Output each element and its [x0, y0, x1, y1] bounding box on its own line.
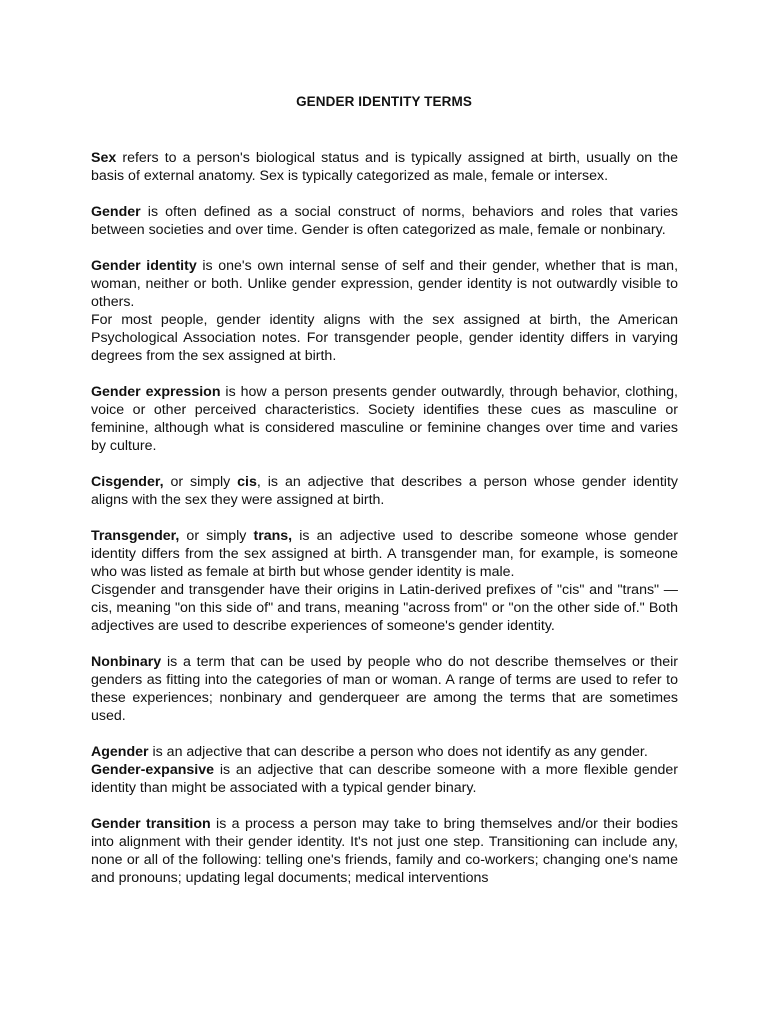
term-gender-transition: Gender transition: [91, 816, 211, 832]
definition-gender: is often defined as a social construct of norms, behaviors and roles that varies between societies and over time. Gender is often categorized as male, female or nonbinary.: [91, 204, 678, 238]
definition-cisgender: , is an adjective that describes a person whose gender identity aligns with the sex they were assigned at birth.: [91, 474, 678, 508]
definition-gender-identity-continued: For most people, gender identity aligns with the sex assigned at birth, the American Psychological Association notes. For transgender people, gender identity differs in varying degrees from the sex assigned at birth.: [91, 312, 678, 364]
term-gender-expression: Gender expression: [91, 384, 221, 400]
paragraph-gender-expression: [91, 383, 678, 455]
definition-gender-transition: is a process a person may take to bring themselves and/or their bodies into alignment with their gender identity. It's not just one step. Transitioning can include any, none or all of the following: telling one's friends, family and co-workers; changing one's name and pronouns; updating legal documents; medical interventions: [91, 816, 679, 886]
paragraph-transgender-continued: [91, 581, 678, 635]
paragraph-gender-identity-continued: [91, 311, 678, 365]
paragraph-gender: [91, 203, 678, 239]
definition-transgender-continued: Cisgender and transgender have their origins in Latin-derived prefixes of "cis" and "trans" — cis, meaning "on this side of" and trans, meaning "across from" or "on the other side of." Both adjectives are used to describe experiences of someone's gender identity.: [91, 582, 678, 634]
paragraph-transgender: [91, 527, 678, 581]
definition-sex: refers to a person's biological status and is typically assigned at birth, usually on the basis of external anatomy. Sex is typically categorized as male, female or intersex.: [91, 150, 678, 184]
term-transgender: Transgender,: [91, 528, 180, 544]
term-agender: Agender: [91, 744, 149, 760]
paragraph-cisgender: [91, 473, 678, 509]
term-cis: cis: [237, 474, 257, 490]
paragraph-nonbinary: [91, 653, 678, 725]
paragraph-sex: [91, 149, 678, 185]
connector-cisgender: or simply: [163, 474, 238, 490]
paragraph-gender-identity: [91, 257, 678, 311]
term-gender-identity: Gender identity: [91, 258, 197, 274]
document-title: GENDER IDENTITY TERMS: [296, 94, 472, 109]
definition-gender-expansive: is an adjective that can describe someone with a more flexible gender identity than might be associated with a typical gender binary.: [91, 762, 678, 796]
definition-nonbinary: is a term that can be used by people who do not describe themselves or their genders as fitting into the categories of man or woman. A range of terms are used to refer to these experiences; nonbinary and genderqueer are among the terms that are sometimes used.: [91, 654, 678, 724]
term-cisgender: Cisgender,: [91, 474, 164, 490]
term-gender: Gender: [91, 204, 141, 220]
term-sex: Sex: [91, 150, 117, 166]
definition-gender-identity: is one's own internal sense of self and their gender, whether that is man, woman, neither or both. Unlike gender expression, gender identity is not outwardly visible to others.: [91, 258, 679, 310]
term-trans: trans,: [253, 528, 293, 544]
term-nonbinary: Nonbinary: [91, 654, 162, 670]
definition-gender-expression: is how a person presents gender outwardly, through behavior, clothing, voice or other perceived characteristics. Society identifies these cues as masculine or feminine, although what is considered masculine or feminine changes over time and varies by culture.: [91, 384, 679, 454]
paragraph-gender-expansive: [91, 761, 678, 797]
connector-transgender: or simply: [179, 528, 254, 544]
paragraph-agender: [91, 743, 678, 761]
document-body: [91, 149, 678, 905]
definition-transgender: is an adjective used to describe someone whose gender identity differs from the sex assigned at birth. A transgender man, for example, is someone who was listed as female at birth but whose gender identity is male.: [91, 528, 678, 580]
definition-agender: is an adjective that can describe a person who does not identify as any gender.: [148, 744, 648, 760]
paragraph-gender-transition: [91, 815, 678, 887]
term-gender-expansive: Gender-expansive: [91, 762, 215, 778]
